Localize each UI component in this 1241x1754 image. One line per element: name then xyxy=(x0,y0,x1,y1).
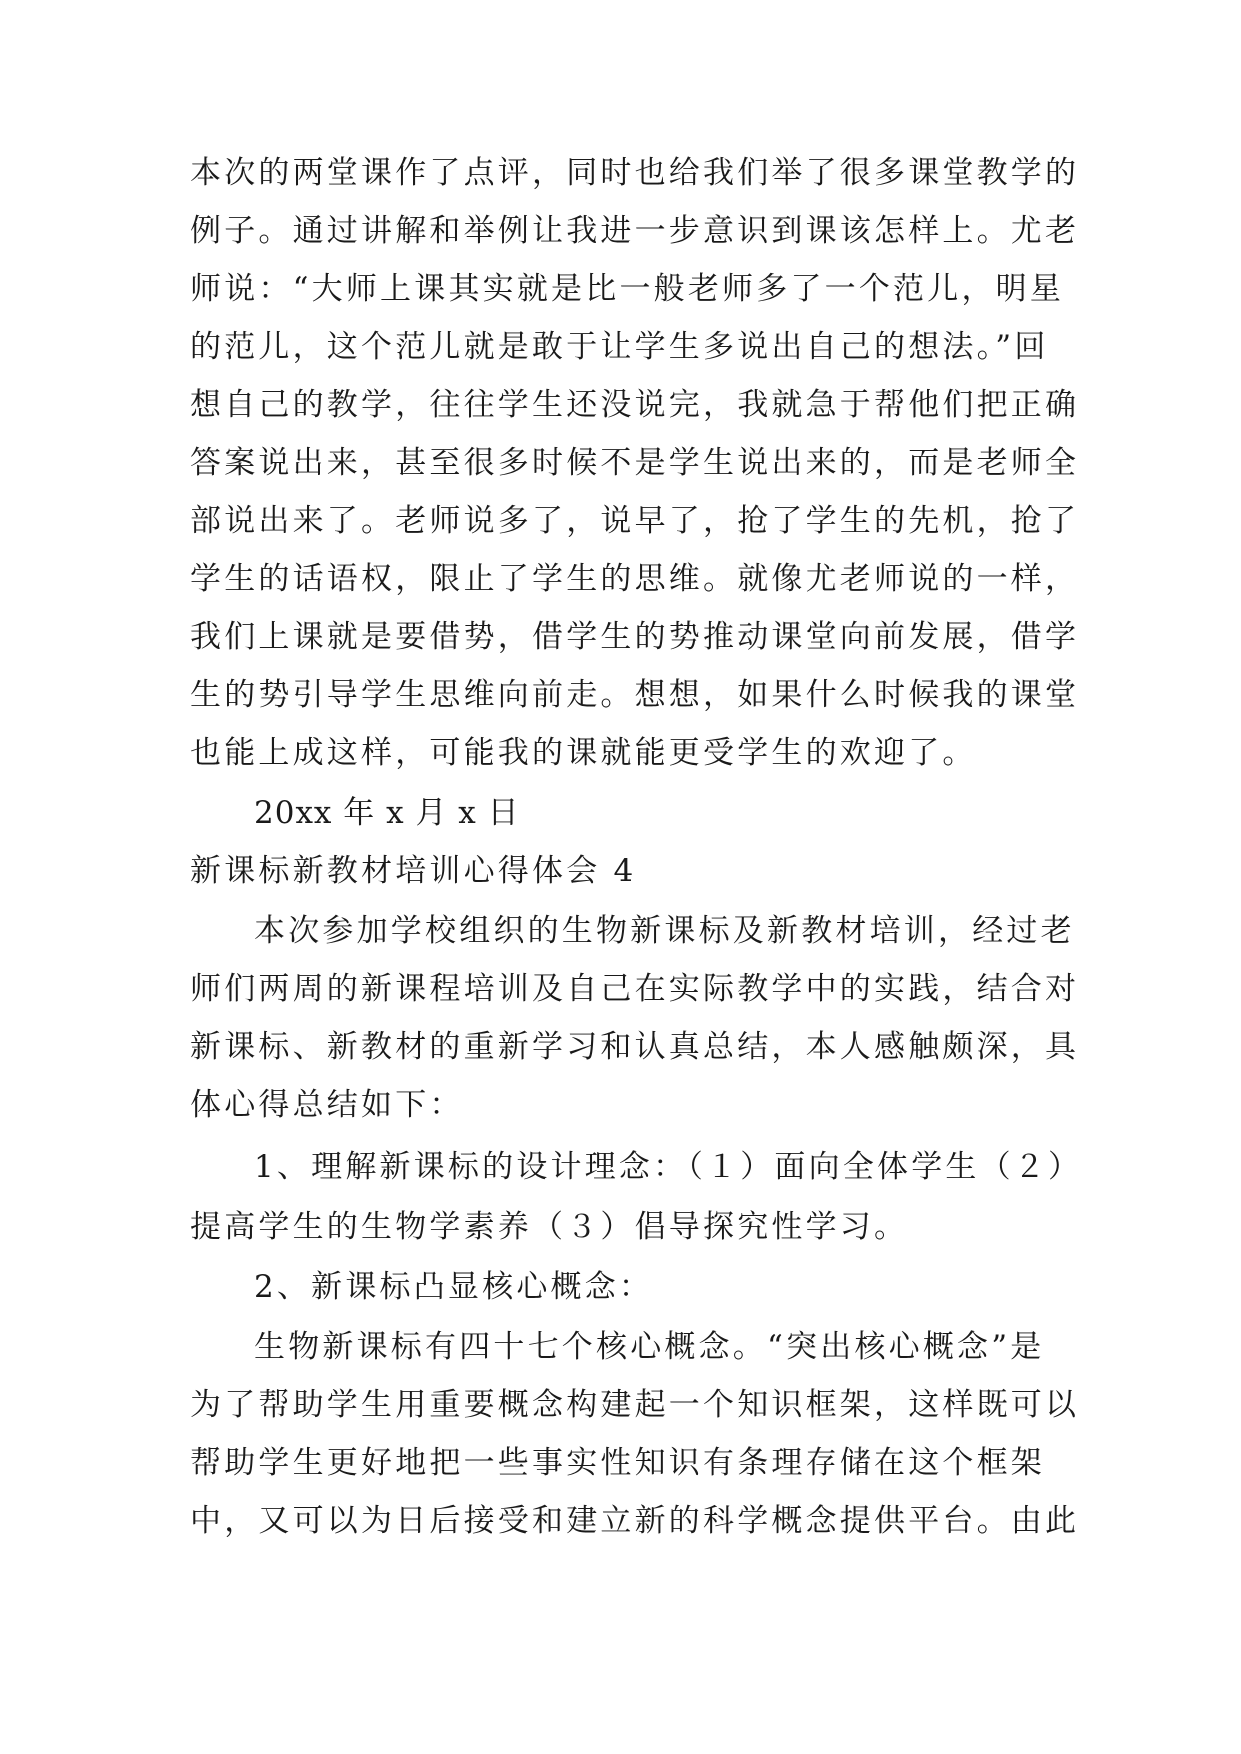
paragraph-line: 提高学生的生物学素养（３）倡导探究性学习。 xyxy=(190,1209,909,1245)
paragraph-line: 例子。通过讲解和举例让我进一步意识到课该怎样上。尤老 xyxy=(190,213,1080,249)
paragraph-line: 中，又可以为日后接受和建立新的科学概念提供平台。由此 xyxy=(190,1503,1080,1539)
paragraph-line: 想自己的教学，往往学生还没说完，我就急于帮他们把正确 xyxy=(190,387,1080,423)
paragraph-line: 体心得总结如下： xyxy=(190,1087,464,1123)
paragraph-line: 的范儿，这个范儿就是敢于让学生多说出自己的想法。”回 xyxy=(190,329,1049,365)
paragraph-line: 新课标、新教材的重新学习和认真总结，本人感触颇深，具 xyxy=(190,1029,1080,1065)
paragraph-line: 也能上成这样，可能我的课就能更受学生的欢迎了。 xyxy=(190,735,977,771)
paragraph-line: 本次参加学校组织的生物新课标及新教材培训，经过老 xyxy=(254,913,1075,949)
paragraph-line: 师们两周的新课程培训及自己在实际教学中的实践，结合对 xyxy=(190,971,1080,1007)
paragraph-line: 本次的两堂课作了点评，同时也给我们举了很多课堂教学的 xyxy=(190,155,1080,191)
section-title: 新课标新教材培训心得体会 4 xyxy=(190,853,637,889)
paragraph-line: 生的势引导学生思维向前走。想想，如果什么时候我的课堂 xyxy=(190,677,1080,713)
paragraph-line: 为了帮助学生用重要概念构建起一个知识框架，这样既可以 xyxy=(190,1387,1080,1423)
paragraph-line: 部说出来了。老师说多了，说早了，抢了学生的先机，抢了 xyxy=(190,503,1080,539)
paragraph-line: 我们上课就是要借势，借学生的势推动课堂向前发展，借学 xyxy=(190,619,1080,655)
paragraph-line: 学生的话语权，限止了学生的思维。就像尤老师说的一样， xyxy=(190,561,1080,597)
paragraph-line: 帮助学生更好地把一些事实性知识有条理存储在这个框架 xyxy=(190,1445,1045,1481)
paragraph-line: 答案说出来，甚至很多时候不是学生说出来的，而是老师全 xyxy=(190,445,1080,481)
paragraph-line: 生物新课标有四十七个核心概念。“突出核心概念”是 xyxy=(254,1329,1045,1365)
list-item: 1、理解新课标的设计理念：（１）面向全体学生（２） xyxy=(254,1149,1083,1185)
paragraph-line: 师说：“大师上课其实就是比一般老师多了一个范儿，明星 xyxy=(190,271,1065,307)
date-line: 20xx 年 x 月 x 日 xyxy=(254,795,520,831)
list-item: 2、新课标凸显核心概念： xyxy=(254,1269,654,1305)
